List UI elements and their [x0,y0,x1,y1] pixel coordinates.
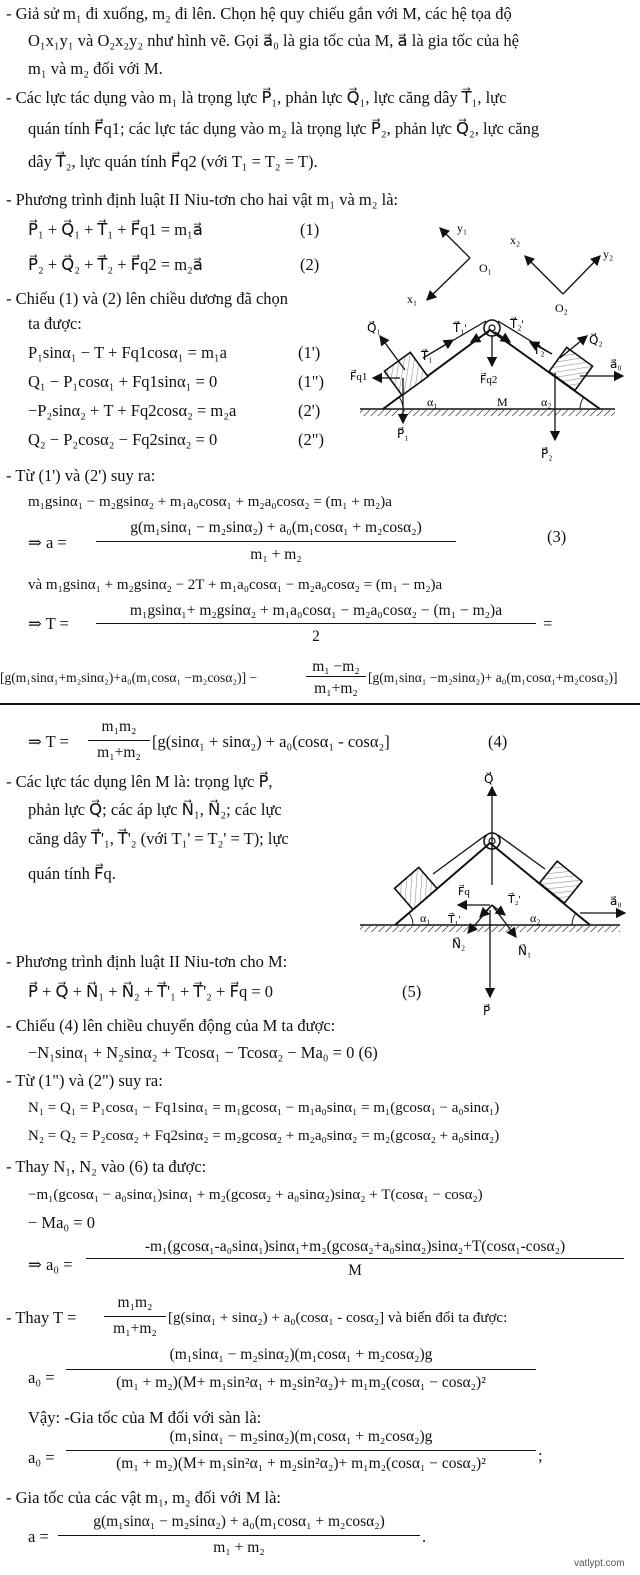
y2-label: y₂ [603,247,614,261]
figure-2 [340,765,640,1025]
fraction-bar [86,1258,624,1259]
formula-part: [g(m₁sinα₁ −m₂sinα₂)+ a₀(m₁cosα₁+m₂cosα₂)] [368,670,618,685]
fraction-numerator: m₁m₂ [101,718,137,735]
text-line: - Phương trình định luật II Niu-tơn cho hai vật m₁ và m₂ là: [6,190,399,209]
equation-number: (1') [298,343,321,362]
punctuation: ; [538,1446,543,1465]
fraction-bar [66,1450,536,1451]
text-line: quán tính F⃗q1; các lực tác dụng vào m₂ là trọng lực P⃗₂, phản lực Q⃗₂, lực căng [28,119,540,138]
Fq2-label: F⃗q2 [480,374,498,386]
P-label: P⃗ [483,1004,491,1018]
fraction-denominator: m₁ + m₂ [213,1539,265,1556]
equation-number: (1") [298,372,324,391]
formula-lhs: ⇒ a = [28,533,67,552]
P2-label: P⃗₂ [541,447,553,461]
T1p-arrow [471,332,489,342]
P1-label: P⃗₁ [397,427,409,441]
a0-label: a⃗₀ [610,894,622,908]
fraction-bar [66,1369,536,1370]
alpha2-label: α₂ [541,395,552,409]
text-line: căng dây T⃗'₁, T⃗'₂ (với T₁' = T₂' = T); lực [28,829,289,848]
formula-part: - Thay T = [6,1308,77,1327]
text-line: - Chiếu (4) lên chiều chuyển động của M ta được: [6,1016,336,1035]
O1-label: O₁ [479,261,492,275]
equation: N₁ = Q₁ = P₁cosα₁ − Fq1sinα₁ = m₁gcosα₁ − m₁a₀sinα₁ = m₁(gcosα₁ − a₀sinα₁) [28,1100,500,1116]
formula-lhs: ⇒ T = [28,732,69,751]
Fq-label: F⃗q [458,886,470,898]
Q1-label: Q⃗₁ [367,321,381,335]
equation: −P₂sinα₂ + T + Fq2cosα₂ = m₂a [28,401,237,420]
formula-lhs: ⇒ a₀ = [28,1255,73,1274]
T2p-arrow [495,332,510,342]
fraction-denominator: M [348,1262,362,1279]
text-line: m₁ và m₂ đối với M. [28,59,163,78]
text-line: - Thay N₁, N₂ vào (6) ta được: [6,1157,207,1176]
fraction-denominator: m₁ + m₂ [250,546,302,563]
T2-label: T⃗₂ [533,343,545,357]
fraction-numerator: -m₁(gcosα₁-a₀sinα₁)sinα₁+m₂(gcosα₂+a₀sinα₂)sinα₂+T(cosα₁-cosα₂) [144,1238,566,1255]
Q2-label: Q⃗₂ [589,333,603,347]
ground-hatch [360,410,615,416]
N1-arrow [492,905,516,937]
equation-number: (5) [402,982,422,1001]
text-line: - Phương trình định luật II Niu-tơn cho M: [6,952,288,971]
text-line: dây T⃗₂, lực quán tính F⃗q2 (với T₁ = T₂ = T). [28,152,318,171]
fraction-bar [58,1535,420,1536]
text-line: - Các lực tác dụng lên M là: trọng lực P⃗, [6,772,273,791]
text-line: quán tính F⃗q. [28,864,116,883]
equation: Q₁ − P₁cosα₁ + Fq1sinα₁ = 0 [28,372,218,391]
text-line: - Chiếu (1) và (2) lên chiều dương đã chọn [6,289,289,308]
T2p-label: T⃗₂' [510,317,524,331]
fraction-denominator: m₁+m₂ [314,680,358,697]
Q-label: Q⃗ [484,772,494,786]
fraction-numerator: m₁ −m₂ [312,658,360,675]
T1-label: T⃗₁ [421,349,433,363]
fraction-denominator: m₁+m₂ [113,1320,157,1337]
equation: − Ma₀ = 0 [28,1213,95,1232]
fraction-bar [96,541,456,542]
block-m2 [540,861,582,903]
a0-label: a⃗₀ [610,357,622,371]
equation: Q₂ − P₂cosα₂ − Fq2sinα₂ = 0 [28,430,218,449]
equation: và m₁gsinα₁ + m₂gsinα₂ − 2T + m₁a₀cosα₁ − m₂a₀cosα₂ = (m₁ − m₂)a [28,577,443,593]
formula-lhs: ⇒ T = [28,614,69,633]
equation: P⃗₂ + Q⃗₂ + T⃗₂ + F⃗q2 = m₂a⃗ [28,255,203,274]
O2-label: O₂ [555,301,568,315]
text-line: - Các lực tác dụng vào m₁ là trọng lực P⃗₁, phản lực Q⃗₁, lực căng dây T⃗₁, lực [6,88,507,107]
alpha2-label: α₂ [530,911,541,925]
watermark: vatlypt.com [574,1558,625,1569]
y2-axis [563,256,600,294]
fraction-numerator: m₁m₂ [117,1294,153,1311]
text-line: - Từ (1") và (2") suy ra: [6,1071,163,1090]
equation: P₁sinα₁ − T + Fq1cosα₁ = m₁a [28,343,228,362]
fraction-bar [96,623,536,624]
equation: −N₁sinα₁ + N₂sinα₂ + Tcosα₁ − Tcosα₂ − Ma₀ = 0 (6) [28,1043,378,1062]
M-label: M [497,395,508,409]
text-line: ta được: [28,314,82,333]
equation: −m₁(gcosα₁ − a₀sinα₁)sinα₁ + m₂(gcosα₂ + a₀sinα₂)sinα₂ + T(cosα₁ − cosα₂) [28,1187,483,1203]
equation: P⃗ + Q⃗ + N⃗₁ + N⃗₂ + T⃗'₁ + T⃗'₂ + F⃗q = 0 [28,982,274,1001]
fraction-denominator: (m₁ + m₂)(M+ m₁sin²α₁ + m₂sin²α₂)+ m₁m₂(cosα₁ − cosα₂)² [116,1455,486,1472]
equation: m₁gsinα₁ − m₂gsinα₂ + m₁a₀cosα₁ + m₂a₀cosα₂ = (m₁ + m₂)a [28,494,392,510]
divider [0,703,640,705]
equals-sign: = [543,614,553,633]
equation-number: (2') [298,401,321,420]
fraction-numerator: g(m₁sinα₁ − m₂sinα₂) + a₀(m₁cosα₁ + m₂cosα₂) [130,519,422,536]
fraction-denominator: (m₁ + m₂)(M+ m₁sin²α₁ + m₂sin²α₂)+ m₁m₂(cosα₁ − cosα₂)² [116,1374,486,1391]
x1-axis [427,258,470,300]
text-line: - Gia tốc của các vật m₁, m₂ đối với M là: [6,1488,281,1507]
alpha1-label: α₁ [420,911,431,925]
y1-label: y₁ [457,221,468,235]
equation-number: (2) [300,255,320,274]
fraction-bar [306,676,366,677]
N1-label: N⃗₁ [518,944,532,958]
x2-axis [525,256,563,294]
alpha1-label: α₁ [427,395,438,409]
block-m1 [395,867,438,909]
T2p-label: T⃗₂' [508,894,521,906]
Fq1-label: F⃗q1 [350,371,368,383]
fraction-denominator: 2 [312,628,320,645]
text-line: O₁x₁y₁ và O₂x₂y₂ như hình vẽ. Gọi a⃗₀ là gia tốc của M, a⃗ là gia tốc của hệ [28,31,519,50]
x1-label: x₁ [407,292,418,306]
formula-lhs: a = [28,1527,49,1546]
fraction-numerator: g(m₁sinα₁ − m₂sinα₂) + a₀(m₁cosα₁ + m₂cosα₂) [93,1513,385,1530]
fraction-numerator: m₁gsinα₁+ m₂gsinα₂ + m₁a₀cosα₁ − m₂a₀cosα₂ − (m₁ − m₂)a [129,602,503,619]
punctuation: . [422,1527,427,1546]
T1p-label: T⃗₁' [453,321,467,335]
text-line: - Từ (1') và (2') suy ra: [6,466,156,485]
fraction-numerator: (m₁sinα₁ − m₂sinα₂)(m₁cosα₁ + m₂cosα₂)g [169,1428,433,1445]
N2-label: N⃗₂ [452,937,466,951]
fraction-bar [88,740,150,741]
fraction-bar [104,1316,166,1317]
figure-1 [345,208,640,463]
fraction-numerator: (m₁sinα₁ − m₂sinα₂)(m₁cosα₁ + m₂cosα₂)g [169,1346,433,1363]
equation-number: (3) [547,527,567,546]
equation-number: (1) [300,220,320,239]
formula-lhs: a₀ = [28,1368,55,1387]
equation-number: (2") [298,430,324,449]
formula-part: [g(m₁sinα₁+m₂sinα₂)+a₀(m₁cosα₁ −m₂cosα₂)] − [0,670,258,685]
equation: N₂ = Q₂ = P₂cosα₂ + Fq2sinα₂ = m₂gcosα₂ + m₂a₀sinα₂ = m₂(gcosα₂ + a₀sinα₂) [28,1128,500,1144]
equation: P⃗₁ + Q⃗₁ + T⃗₁ + F⃗q1 = m₁a⃗ [28,220,203,239]
T1p-label: T⃗₁' [448,914,461,926]
formula-lhs: a₀ = [28,1448,55,1467]
x2-label: x₂ [510,233,521,247]
equation-number: (4) [488,732,508,751]
formula-part: [g(sinα₁ + sinα₂) + a₀(cosα₁ - cosα₂] và biến đổi ta được: [168,1310,508,1326]
text-line: Vậy: -Gia tốc của M đối với sàn là: [28,1408,262,1427]
text-line: - Giả sử m₁ đi xuống, m₂ đi lên. Chọn hệ quy chiếu gắn với M, các hệ tọa độ [6,4,512,23]
formula-part: [g(sinα₁ + sinα₂) + a₀(cosα₁ - cosα₂] [152,732,390,751]
fraction-denominator: m₁+m₂ [97,744,141,761]
text-line: phản lực Q⃗; các áp lực N⃗₁, N⃗₂; các lực [28,800,282,819]
